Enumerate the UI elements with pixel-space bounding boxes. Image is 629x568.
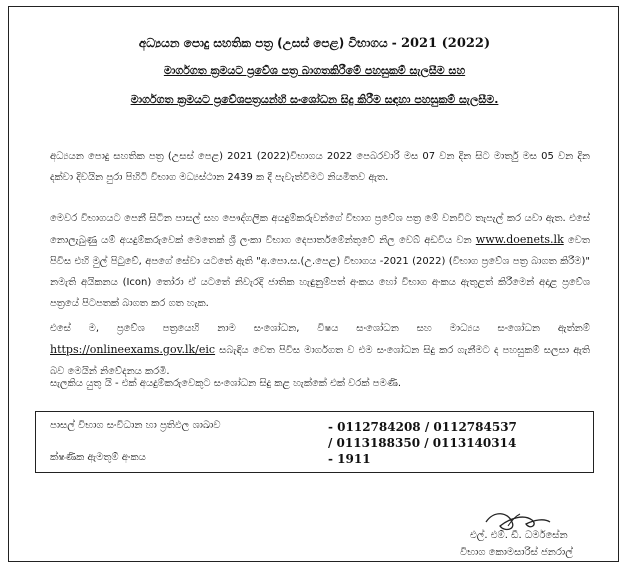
signatory-name: එල්. එම්. ඩී. ධර්මසේන [470,530,568,541]
doenets-link[interactable]: www.doenets.lk [475,233,564,246]
para3-text-a: එසේ ම, ප්‍රවේශ පත්‍රයෙහි නාම සංශෝධන, විෂය සංශෝධන සහ මාධ්‍යය සංශෝධන ඇත්නම් [50,323,590,334]
contact-label: පාසල් විභාග සංවිධාන හා ප්‍රතිඵල ශාඛාව [50,420,221,431]
title-year: 2021 (2022) [400,36,491,51]
paragraph-admission-download [50,208,590,314]
subtitle-line-2: මාර්ගගත ක්‍රමයට ප්‍රවේශපත්‍රයන්හි සංශෝධන සිදු කිරීම සඳහා පහසුකම් සැලසීම. [130,93,499,106]
contact-label: ක්ෂණික ඇමතුම් අංකය [50,452,146,463]
paragraph-note: සැලකිය යුතු යි - එක් අයදුම්කරුවෙකුට සංශෝධන සිදු කළ හැක්කේ එක් වරක් පමණි. [50,378,402,389]
title-text: අධ්‍යයන පොදු සහතික පත්‍ර (උසස් පෙළ) විභාගය - [138,36,401,50]
para2-text-a: මෙවර විභාගයට පෙනී සිටින පාසල් සහ පෞද්ගලික අයදුම්කරුවන්ගේ විභාග ප්‍රවේශ පත්‍ර මේ වනවිට තැපැල් කර යවා ඇත. එසේ නොලැබුණු යම් අයදුම්කරුවෙක් මෙතෙක් ශ්‍රී ලංකා විභාග දෙපාර්තමේන්තුවේ නිල වෙබ් අඩවිය වන [50,213,590,246]
hotline-number: - 1911 [328,452,371,466]
paragraph-exam-dates: අධ්‍යයන පොදු සහතික පත්‍ර (උසස් පෙළ) 2021 (2022)විභාගය 2022 පෙබරවාරි මස 07 වන දින සිට මාර්තු මස 05 වන දින දක්වා දිවයින පුරා පිහිටි විභාග මධ්‍යස්ථාන 2439 ක දී පැවැත්වීමට නියමිතව ඇත. [50,151,590,183]
contact-phone: / 0113188350 / 0113140314 [328,436,517,450]
contact-box [35,411,594,473]
document-title [0,36,629,51]
para3-text-b: සබැඳිය වෙත පිවිස මාර්ගගත ව එම සංශෝධන සිදු කර ගැනීමට ද පහසුකම් සලසා ඇති බව මෙයින් නිවේදනය කරමි. [50,345,590,377]
onlineexams-link-inline[interactable]: https://onlineexams.gov.lk/eic [50,343,216,356]
signatory-title: විභාග කොමසාරිස් ජනරාල් [460,547,573,558]
subtitle-line-1: මාර්ගගත ක්‍රමයට ප්‍රවේශ පත්‍ර බාගතකිරීමේ පහසුකම් සැලසීම සහ [163,64,466,77]
contact-phone: - 0112784208 / 0112784537 [328,420,517,434]
para2-text-b: වෙත පිවිස එහි මුල් පිටුවේ, අපගේ සේවා යටතේ ඇති "අ.පො.ස.(උ.පෙළ) විභාගය -2021 (2022) (විභාග ප්‍රවේශ පත්‍ර බාගත කිරීම)" නමැති අයිකනය (Icon) තෝරා ඒ යටතේ නිවැරදි ජාතික හැඳුනුම්පත් අංකය හෝ විභාග අංකය ඇතුළත් කිරීමෙන් අදාළ ප්‍රවේශ පත්‍රයේ පිටපතක් බාගත කර ගත හැක. [50,235,590,309]
